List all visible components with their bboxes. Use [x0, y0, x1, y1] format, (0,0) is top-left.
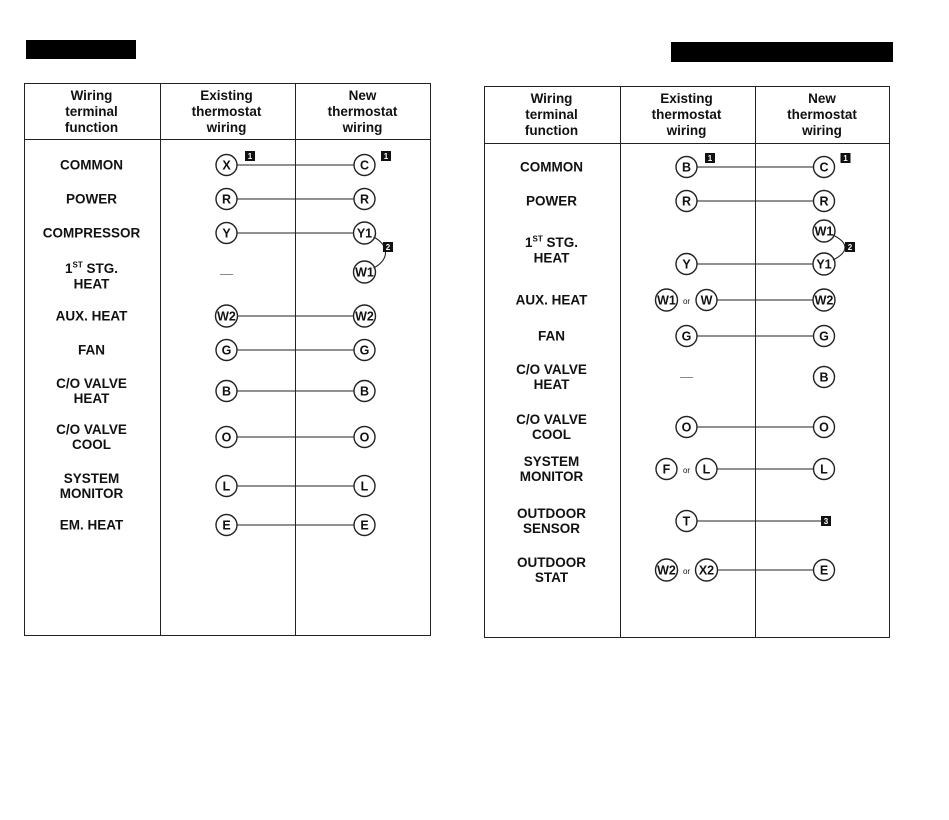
- terminal-label: E: [222, 518, 231, 533]
- function-label: FAN: [78, 342, 105, 358]
- new-terminal-g: [814, 326, 835, 347]
- function-label: C/O VALVE HEAT: [516, 362, 587, 392]
- terminal-label: B: [221, 384, 232, 399]
- function-label: COMPRESSOR: [42, 225, 141, 241]
- terminal-label: O: [359, 430, 370, 445]
- terminal-label: W2: [814, 293, 834, 308]
- badge-number: 1: [707, 154, 713, 163]
- function-label: OUTDOOR STAT: [517, 555, 586, 585]
- existing-terminal-l: [216, 476, 237, 497]
- new-terminal-o: [354, 427, 375, 448]
- function-label: COMMON: [60, 157, 123, 173]
- new-terminal-b: [814, 367, 835, 388]
- function-label: C/O VALVE COOL: [56, 422, 127, 452]
- new-terminal-w2: [354, 305, 376, 327]
- existing-terminal-x: [216, 155, 237, 176]
- existing-terminal-f: [656, 459, 677, 480]
- column-header: Existing thermostat wiring: [651, 91, 722, 138]
- function-label: POWER: [525, 193, 577, 209]
- function-label: EM. HEAT: [59, 517, 124, 533]
- column-header: New thermostat wiring: [787, 91, 857, 138]
- new-terminal-r: [814, 191, 835, 212]
- terminal-label: W2: [355, 309, 374, 324]
- note-badge-1: [705, 153, 715, 163]
- badge-number: 1: [383, 152, 389, 161]
- new-terminal-y1: [813, 253, 835, 275]
- terminal-label: W1: [814, 224, 834, 239]
- terminal-label: Y1: [816, 257, 832, 272]
- new-terminal-y1: [354, 222, 376, 244]
- existing-terminal-b: [676, 157, 697, 178]
- terminal-label: G: [819, 329, 829, 344]
- or-label: or: [682, 567, 691, 576]
- terminal-label: W1: [657, 293, 676, 308]
- note-badge-2: [383, 242, 393, 252]
- terminal-label: E: [819, 563, 829, 578]
- terminal-label: R: [221, 192, 232, 207]
- or-label: or: [682, 466, 691, 475]
- new-terminal-o: [814, 417, 835, 438]
- new-terminal-c: [354, 155, 375, 176]
- terminal-label: L: [222, 479, 231, 494]
- existing-terminal-w2: [216, 305, 238, 327]
- existing-terminal-o: [676, 417, 697, 438]
- existing-terminal-w2: [656, 559, 678, 581]
- terminal-label: O: [681, 420, 692, 435]
- existing-terminal-l: [696, 459, 717, 480]
- terminal-label: Y: [222, 226, 231, 241]
- function-label: 1ST STG. HEAT: [64, 260, 118, 291]
- new-terminal-l: [354, 476, 375, 497]
- terminal-label: Y1: [356, 226, 373, 241]
- existing-terminal-g: [216, 340, 237, 361]
- existing-terminal-w: [696, 290, 717, 311]
- terminal-label: C: [359, 158, 370, 173]
- terminal-label: W2: [657, 563, 676, 578]
- existing-terminal-x2: [696, 559, 718, 581]
- new-terminal-r: [354, 189, 375, 210]
- function-label: SYSTEM MONITOR: [519, 454, 584, 484]
- terminal-label: G: [681, 329, 692, 344]
- column-header: Wiring terminal function: [64, 88, 119, 135]
- existing-terminal-w1: [656, 289, 678, 311]
- existing-terminal-g: [676, 326, 697, 347]
- terminal-label: L: [702, 462, 711, 477]
- terminal-label: W1: [355, 265, 374, 280]
- new-terminal-g: [354, 340, 375, 361]
- badge-number: 1: [843, 154, 848, 163]
- terminal-label: X2: [698, 563, 715, 578]
- jumper-wire: [833, 235, 845, 260]
- new-terminal-w1: [354, 261, 376, 283]
- function-label: C/O VALVE COOL: [516, 412, 587, 442]
- existing-terminal-t: [676, 511, 697, 532]
- existing-terminal-b: [216, 381, 237, 402]
- terminal-label: O: [221, 430, 232, 445]
- terminal-label: T: [682, 514, 691, 529]
- existing-terminal-o: [216, 427, 237, 448]
- terminal-label: W: [700, 293, 713, 308]
- new-terminal-e: [354, 515, 375, 536]
- column-header: Wiring terminal function: [524, 91, 579, 138]
- note-badge-1: [841, 153, 851, 163]
- column-header: New thermostat wiring: [327, 88, 398, 135]
- function-label: COMMON: [520, 159, 583, 175]
- terminal-label: R: [819, 194, 829, 209]
- existing-terminal-y: [216, 223, 237, 244]
- new-terminal-w1: [813, 220, 835, 242]
- terminal-label: B: [359, 384, 370, 399]
- jumper-wire: [374, 237, 386, 268]
- note-badge-3: [821, 516, 831, 526]
- function-label: FAN: [538, 328, 565, 344]
- new-terminal-w2: [813, 289, 835, 311]
- terminal-label: B: [819, 370, 829, 385]
- new-terminal-b: [354, 381, 375, 402]
- function-label: 1ST STG. HEAT: [524, 234, 578, 265]
- terminal-label: E: [360, 518, 369, 533]
- terminal-label: G: [359, 343, 370, 358]
- terminal-label: O: [819, 420, 829, 435]
- badge-number: 2: [847, 243, 853, 252]
- note-badge-1: [381, 151, 391, 161]
- terminal-label: X: [222, 158, 231, 173]
- function-label: OUTDOOR SENSOR: [517, 506, 586, 536]
- no-wire-dash: —: [680, 369, 693, 384]
- terminal-label: W2: [217, 309, 236, 324]
- note-badge-1: [245, 151, 255, 161]
- new-terminal-l: [814, 459, 835, 480]
- existing-terminal-y: [676, 254, 697, 275]
- terminal-label: G: [221, 343, 232, 358]
- existing-terminal-r: [676, 191, 697, 212]
- terminal-label: F: [662, 462, 671, 477]
- badge-number: 3: [823, 517, 829, 526]
- new-terminal-e: [814, 560, 835, 581]
- existing-terminal-e: [216, 515, 237, 536]
- existing-terminal-r: [216, 189, 237, 210]
- function-label: POWER: [65, 191, 117, 207]
- function-label: C/O VALVE HEAT: [56, 376, 127, 406]
- or-label: or: [682, 297, 691, 306]
- function-label: SYSTEM MONITOR: [59, 471, 124, 501]
- badge-number: 1: [247, 152, 253, 161]
- terminal-label: C: [819, 160, 829, 175]
- column-header: Existing thermostat wiring: [191, 88, 262, 135]
- terminal-label: L: [360, 479, 369, 494]
- terminal-label: B: [681, 160, 692, 175]
- note-badge-2: [845, 242, 855, 252]
- badge-number: 2: [385, 243, 391, 252]
- terminal-label: L: [820, 462, 828, 477]
- terminal-label: R: [359, 192, 370, 207]
- new-terminal-c: [814, 157, 835, 178]
- terminal-label: Y: [682, 257, 691, 272]
- function-label: AUX. HEAT: [55, 308, 128, 324]
- terminal-label: R: [681, 194, 692, 209]
- no-wire-dash: —: [220, 266, 233, 281]
- function-label: AUX. HEAT: [515, 292, 588, 308]
